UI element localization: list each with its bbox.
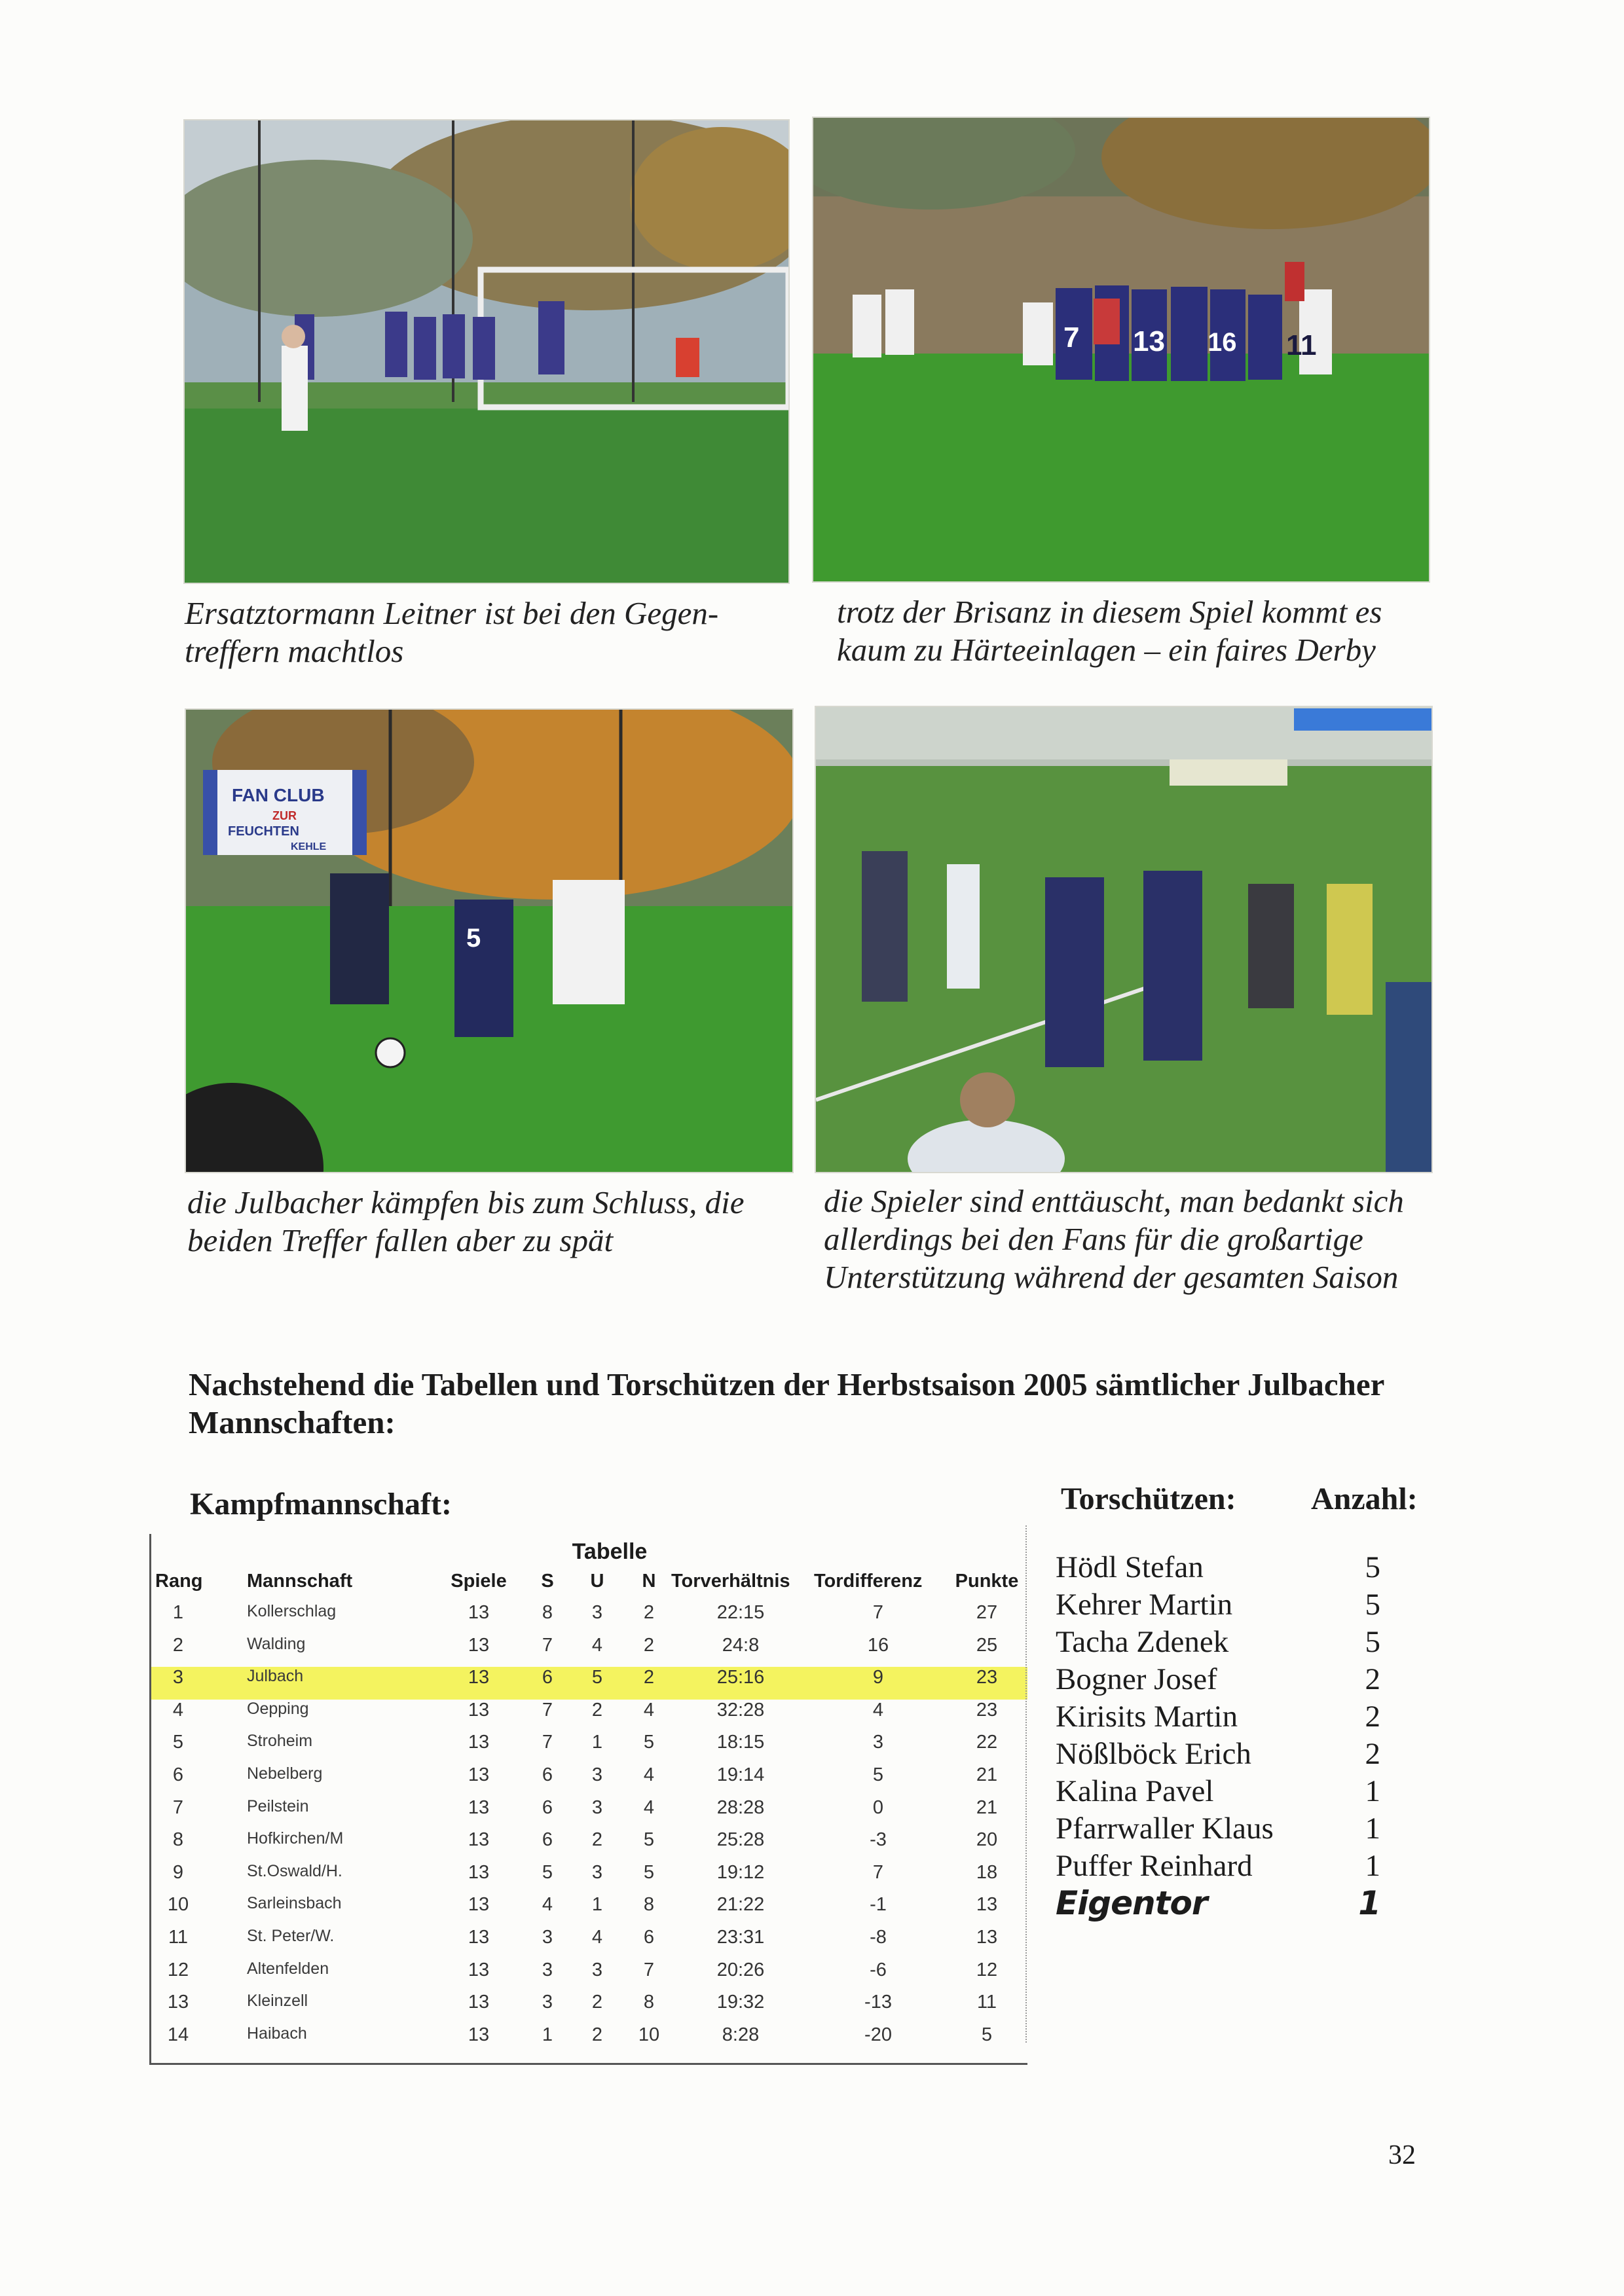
cell-td: -20 [864,2024,892,2045]
team-section-title: Kampfmannschaft: [190,1487,452,1522]
caption-photo-3: die Julbacher kämpfen bis zum Schluss, die beiden Treffer fallen aber zu spät [187,1184,745,1258]
cell-team: St.Oswald/H. [247,1861,342,1880]
cell-tv: 32:28 [716,1699,765,1721]
cell-tv: 22:15 [716,1602,765,1623]
cell-u: 3 [591,1959,603,1980]
scorer-row [1056,1848,1409,1885]
cell-pk: 18 [976,1861,998,1883]
table-row [151,1732,1027,1764]
scorer-name: Pfarrwaller Klaus [1056,1812,1274,1846]
scorer-name: Hödl Stefan [1056,1550,1204,1584]
cell-u: 1 [591,1732,603,1753]
cell-spiele: 13 [468,1699,490,1721]
cell-team: Sarleinsbach [247,1894,342,1913]
scorer-goals: 2 [1365,1662,1380,1696]
header-u: U [590,1571,604,1592]
cell-spiele: 13 [468,1634,490,1656]
cell-rang: 14 [167,2024,189,2045]
scorer-name: Kirisits Martin [1056,1700,1238,1734]
cell-tv: 20:26 [716,1959,765,1980]
cell-s: 6 [542,1796,553,1818]
cell-n: 5 [643,1732,655,1753]
jersey-number-e: 5 [466,924,481,953]
scorer-row [1056,1885,1409,1922]
cell-s: 7 [542,1699,553,1721]
cell-pk: 5 [981,2024,993,2045]
cell-rang: 3 [172,1667,184,1688]
scorer-goals: 5 [1365,1625,1380,1659]
cell-tv: 25:16 [716,1667,765,1688]
cell-pk: 23 [976,1699,998,1721]
cell-u: 3 [591,1602,603,1623]
cell-u: 1 [591,1894,603,1916]
league-table [149,1534,1027,2065]
cell-n: 4 [643,1796,655,1818]
scorer-name: Bogner Josef [1056,1662,1217,1696]
scorer-goals: 2 [1365,1700,1380,1734]
cell-team: Nebelberg [247,1764,323,1783]
cell-rang: 12 [167,1959,189,1980]
cell-u: 2 [591,1829,603,1851]
table-row [151,1992,1027,2024]
cell-td: -8 [870,1927,887,1948]
cell-td: 3 [872,1732,884,1753]
cell-tv: 28:28 [716,1796,765,1818]
scorer-name: Kehrer Martin [1056,1588,1233,1622]
cell-u: 3 [591,1861,603,1883]
table-row [151,1635,1027,1667]
table-row [151,1959,1027,1992]
caption-photo-1: Ersatztormann Leitner ist bei den Gegen- treffern machtlos [185,595,719,669]
cell-n: 5 [643,1829,655,1851]
scorers-count-title: Anzahl: [1311,1482,1418,1516]
cell-pk: 11 [976,1992,997,2013]
scorer-goals: 2 [1365,1737,1380,1771]
cell-tv: 19:14 [716,1764,765,1785]
cell-tv: 23:31 [716,1927,765,1948]
table-title: Tabelle [572,1539,648,1564]
table-row [151,1700,1027,1732]
cell-team: Haibach [247,2024,307,2043]
cell-n: 8 [643,1992,655,2013]
scorer-name: Nößlböck Erich [1056,1737,1251,1771]
cell-td: -3 [870,1829,887,1851]
header-s: S [541,1571,554,1592]
caption-photo-4: die Spieler sind enttäuscht, man bedankt sich allerdings bei den Fans für die großartige Unterstützung während der gesamten Saison [824,1183,1404,1295]
scorer-goals: 5 [1365,1588,1380,1622]
cell-s: 3 [542,1992,553,2013]
cell-rang: 1 [172,1602,184,1623]
cell-s: 8 [542,1602,553,1623]
cell-s: 4 [542,1894,553,1916]
scorer-name: Eigentor [1056,1884,1208,1922]
cell-tv: 21:22 [716,1894,765,1916]
header-rang: Rang [155,1571,203,1592]
cell-rang: 9 [172,1861,184,1883]
photo-free-kick-wall [183,119,790,584]
jersey-number-c: 16 [1208,328,1237,357]
cell-n: 2 [643,1602,655,1623]
banner-line2: ZUR [272,809,297,822]
scorer-row [1056,1549,1409,1586]
scorer-row [1056,1810,1409,1848]
banner-line1: FAN CLUB [232,785,325,805]
cell-spiele: 13 [468,2024,490,2045]
cell-s: 3 [542,1959,553,1980]
header-torverhaeltnis: Torverhältnis [671,1571,790,1592]
cell-n: 4 [643,1764,655,1785]
column-divider [1025,1525,1027,2043]
cell-n: 8 [643,1894,655,1916]
table-row [151,1764,1027,1797]
photo-players-thank-fans [815,706,1433,1173]
cell-td: -1 [870,1894,887,1916]
cell-td: 9 [872,1667,884,1688]
cell-pk: 21 [976,1764,998,1785]
photo-team-huddle [812,117,1430,583]
scorer-name: Kalina Pavel [1056,1774,1214,1808]
cell-td: 5 [872,1764,884,1785]
cell-team: Julbach [247,1667,304,1686]
cell-u: 5 [591,1667,603,1688]
cell-s: 7 [542,1634,553,1656]
cell-n: 2 [643,1634,655,1656]
cell-n: 4 [643,1699,655,1721]
table-row [151,1829,1027,1862]
cell-team: Oepping [247,1699,309,1718]
cell-n: 2 [643,1667,655,1688]
cell-spiele: 13 [468,1796,490,1818]
table-row [151,1927,1027,1959]
cell-td: 7 [872,1861,884,1883]
cell-pk: 23 [976,1667,998,1688]
cell-rang: 5 [172,1732,184,1753]
scorer-row [1056,1586,1409,1624]
cell-team: Kollerschlag [247,1602,337,1620]
scorer-goals: 1 [1365,1849,1380,1883]
cell-rang: 13 [167,1992,189,2013]
cell-pk: 13 [976,1927,998,1948]
cell-rang: 7 [172,1796,184,1818]
cell-spiele: 13 [468,1894,490,1916]
cell-team: St. Peter/W. [247,1927,335,1945]
cell-team: Walding [247,1634,306,1653]
table-row [151,1602,1027,1635]
cell-spiele: 13 [468,1667,490,1688]
cell-tv: 8:28 [722,2024,760,2045]
banner-line3: FEUCHTEN [228,824,299,839]
caption-photo-2: trotz der Brisanz in diesem Spiel kommt es kaum zu Härteeinlagen – ein faires Derby [837,594,1382,668]
jersey-number-d: 11 [1286,329,1317,361]
cell-spiele: 13 [468,1829,490,1851]
cell-team: Peilstein [247,1796,309,1815]
cell-u: 2 [591,2024,603,2045]
cell-td: 7 [872,1602,884,1623]
cell-rang: 8 [172,1829,184,1851]
cell-s: 6 [542,1829,553,1851]
cell-spiele: 13 [468,1959,490,1980]
cell-s: 5 [542,1861,553,1883]
cell-s: 3 [542,1927,553,1948]
scorer-goals: 5 [1365,1550,1380,1584]
scorer-row [1056,1624,1409,1661]
cell-rang: 2 [172,1634,184,1656]
cell-pk: 12 [976,1959,998,1980]
cell-n: 6 [643,1927,655,1948]
cell-tv: 19:12 [716,1861,765,1883]
cell-u: 3 [591,1796,603,1818]
cell-tv: 19:32 [716,1992,765,2013]
table-row [151,1894,1027,1927]
scorer-row [1056,1736,1409,1773]
table-header [151,1571,1027,1599]
cell-rang: 11 [168,1927,189,1948]
cell-td: -6 [870,1959,887,1980]
table-row [151,2024,1027,2057]
jersey-number-b: 13 [1133,325,1165,357]
cell-rang: 6 [172,1764,184,1785]
header-spiele: Spiele [451,1571,507,1592]
header-n: N [642,1571,656,1592]
cell-s: 7 [542,1732,553,1753]
scorer-goals: 1 [1358,1884,1380,1922]
intro-heading: Nachstehend die Tabellen und Torschützen der Herbstsaison 2005 sämtlicher Julbacher Mannschaften: [189,1366,1384,1440]
cell-pk: 22 [976,1732,998,1753]
cell-td: 4 [872,1699,884,1721]
scorer-name: Tacha Zdenek [1056,1625,1229,1659]
scorer-list [1056,1549,1409,1922]
table-row [151,1667,1027,1700]
scorer-row [1056,1773,1409,1810]
page-number: 32 [1388,2140,1416,2170]
cell-tv: 24:8 [722,1634,760,1656]
cell-s: 6 [542,1764,553,1785]
cell-u: 4 [591,1927,603,1948]
cell-pk: 13 [976,1894,998,1916]
table-row [151,1862,1027,1895]
cell-team: Kleinzell [247,1992,308,2011]
cell-u: 2 [591,1992,603,2013]
cell-tv: 18:15 [716,1732,765,1753]
cell-spiele: 13 [468,1861,490,1883]
cell-team: Hofkirchen/M [247,1829,344,1848]
cell-u: 4 [591,1634,603,1656]
cell-s: 6 [542,1667,553,1688]
cell-td: -13 [864,1992,892,2013]
cell-u: 3 [591,1764,603,1785]
scorer-name: Puffer Reinhard [1056,1849,1253,1883]
cell-n: 10 [638,2024,660,2045]
cell-n: 7 [643,1959,655,1980]
cell-spiele: 13 [468,1732,490,1753]
jersey-number-a: 7 [1063,321,1080,354]
header-tordifferenz: Tordifferenz [814,1571,923,1592]
cell-tv: 25:28 [716,1829,765,1851]
scorer-goals: 1 [1365,1812,1380,1846]
scorer-row [1056,1661,1409,1698]
cell-pk: 21 [976,1796,998,1818]
cell-s: 1 [542,2024,553,2045]
header-punkte: Punkte [955,1571,1019,1592]
cell-pk: 20 [976,1829,998,1851]
cell-team: Stroheim [247,1732,313,1751]
cell-rang: 10 [167,1894,189,1916]
cell-rang: 4 [172,1699,184,1721]
scorers-title: Torschützen: [1061,1482,1236,1516]
cell-spiele: 13 [468,1992,490,2013]
cell-pk: 25 [976,1634,998,1656]
banner-line4: KEHLE [291,841,327,852]
header-mannschaft: Mannschaft [247,1571,353,1592]
cell-u: 2 [591,1699,603,1721]
cell-td: 16 [867,1634,889,1656]
cell-td: 0 [872,1796,884,1818]
cell-team: Altenfelden [247,1959,329,1978]
scorer-goals: 1 [1365,1774,1380,1808]
scorer-row [1056,1698,1409,1736]
cell-spiele: 13 [468,1927,490,1948]
cell-pk: 27 [976,1602,998,1623]
cell-spiele: 13 [468,1602,490,1623]
cell-spiele: 13 [468,1764,490,1785]
photo-ball-duel [185,708,794,1173]
cell-n: 5 [643,1861,655,1883]
table-row [151,1797,1027,1830]
